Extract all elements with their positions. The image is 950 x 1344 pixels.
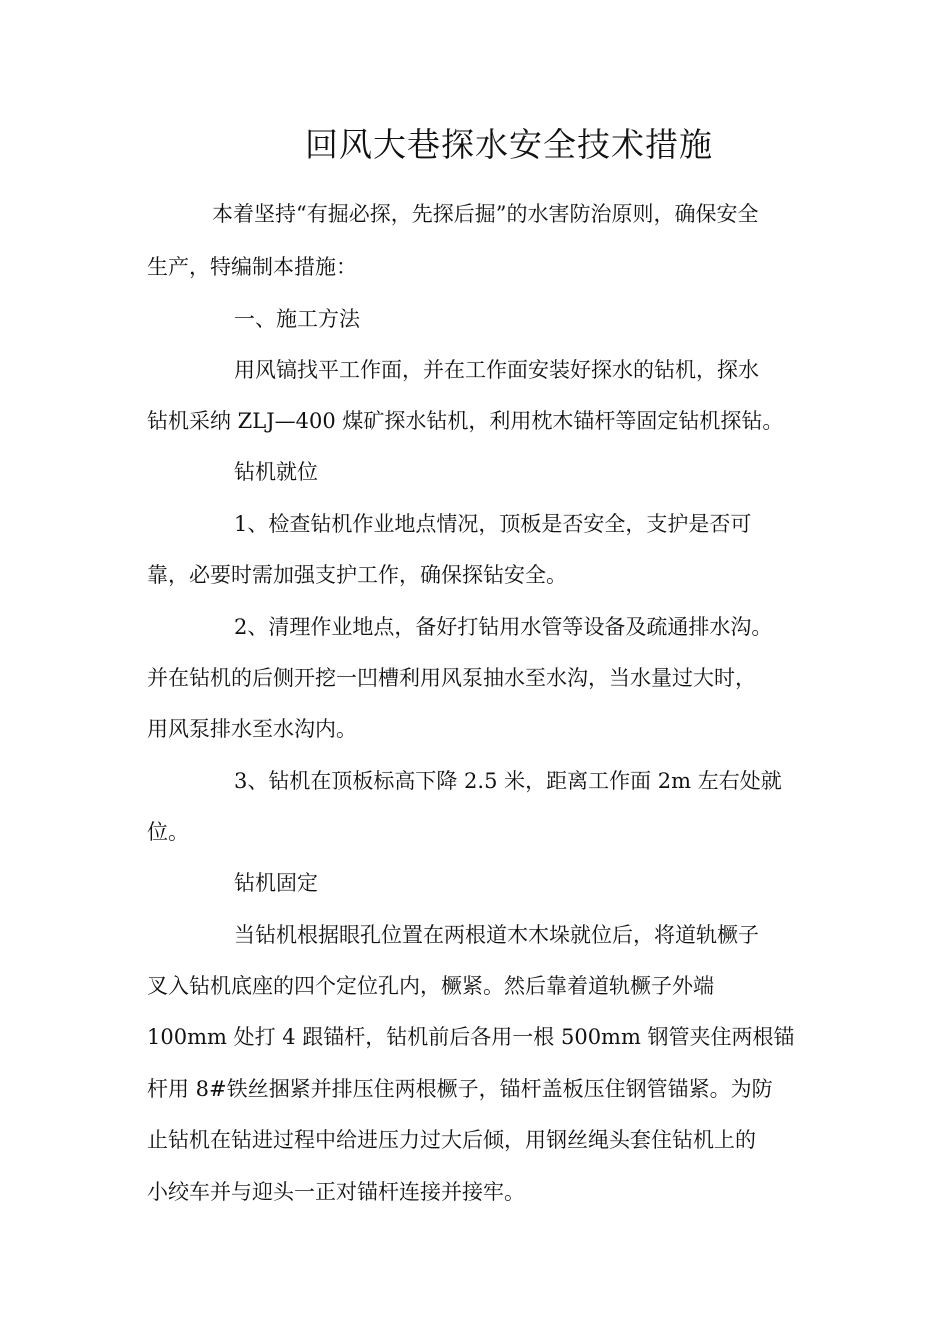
paragraph-line: 止钻机在钻进过程中给进压力过大后倾，用钢丝绳头套住钻机上的 [147, 1128, 756, 1152]
paragraph-line: 生产，特编制本措施： [147, 255, 357, 279]
paragraph-line: 本着坚持“有掘必探，先探后掘”的水害防治原则，确保安全 [212, 202, 759, 226]
section-heading: 一、施工方法 [234, 307, 360, 331]
paragraph-line: 2、清理作业地点，备好打钻用水管等设备及疏通排水沟。 [234, 615, 773, 639]
paragraph-line: 用风镐找平工作面，并在工作面安装好探水的钻机，探水 [234, 358, 759, 382]
document-title: 回风大巷探水安全技术措施 [305, 125, 713, 164]
paragraph-line: 用风泵排水至水沟内。 [147, 717, 357, 741]
paragraph-line: 小绞车并与迎头一正对锚杆连接并接牢。 [147, 1180, 525, 1204]
section-heading: 钻机就位 [234, 460, 318, 484]
paragraph-line: 100mm 处打 4 跟锚杆，钻机前后各用一根 500mm 钢管夹住两根锚 [147, 1025, 795, 1049]
paragraph-line: 1、检查钻机作业地点情况，顶板是否安全，支护是否可 [234, 512, 752, 536]
paragraph-line: 3、钻机在顶板标高下降 2.5 米，距离工作面 2m 左右处就 [234, 769, 782, 793]
section-heading: 钻机固定 [234, 871, 318, 895]
paragraph-line: 杆用 8#铁丝捆紧并排压住两根橛子，锚杆盖板压住钢管锚紧。为防 [147, 1077, 773, 1101]
paragraph-line: 位。 [147, 820, 189, 844]
paragraph-line: 钻机采纳 ZLJ—400 煤矿探水钻机，利用枕木锚杆等固定钻机探钻。 [147, 409, 784, 433]
paragraph-line: 靠，必要时需加强支护工作，确保探钻安全。 [147, 563, 567, 587]
paragraph-line: 当钻机根据眼孔位置在两根道木木垛就位后，将道轨橛子 [234, 923, 759, 947]
paragraph-line: 叉入钻机底座的四个定位孔内，橛紧。然后靠着道轨橛子外端 [147, 974, 714, 998]
paragraph-line: 并在钻机的后侧开挖一凹槽利用风泵抽水至水沟，当水量过大时， [147, 666, 756, 690]
